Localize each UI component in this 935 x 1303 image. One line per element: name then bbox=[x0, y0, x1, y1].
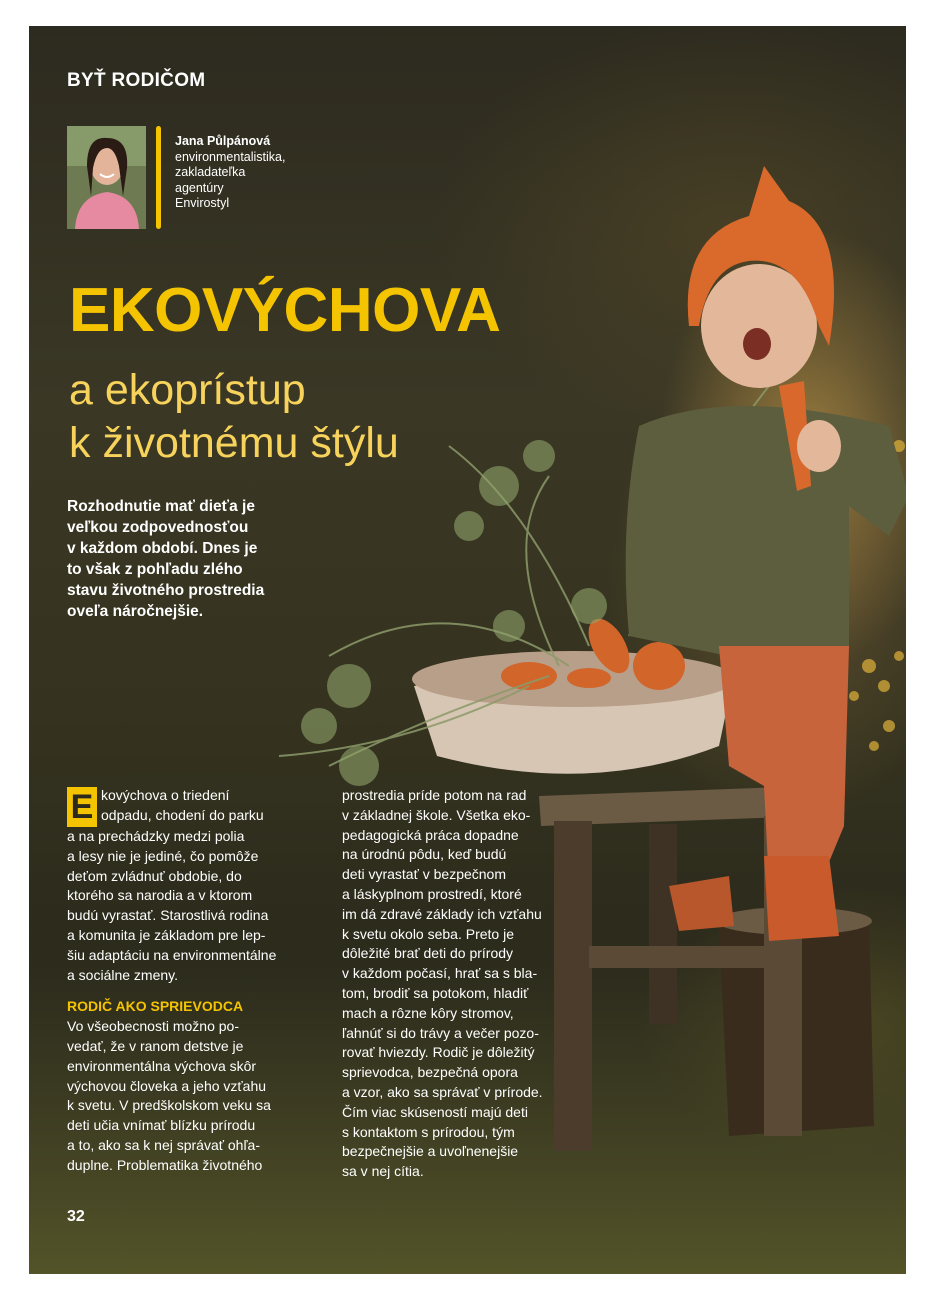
body-line: duplne. Problematika životného bbox=[67, 1156, 263, 1173]
author-photo bbox=[67, 126, 146, 229]
body-line: kovýchova o triedení bbox=[101, 787, 230, 803]
body-line: budú vyrastať. Starostlivá rodina bbox=[67, 907, 269, 924]
body-line: deťom zvládnuť obdobie, do bbox=[67, 867, 242, 884]
body-line: rovať hviezdy. Rodič je dôležitý bbox=[342, 1044, 535, 1061]
body-line: Čím viac skúseností majú deti bbox=[342, 1103, 528, 1120]
body-line: ktorého sa narodia a v ktorom bbox=[67, 887, 253, 904]
author-accent-bar bbox=[156, 126, 161, 229]
page-number: 32 bbox=[67, 1208, 85, 1225]
body-line: a láskyplnom prostredí, ktoré bbox=[342, 885, 522, 902]
author-portrait-icon bbox=[67, 126, 146, 229]
body-line: Vo všeobecnosti možno po- bbox=[67, 1018, 239, 1035]
lead-line: stavu životného prostredia bbox=[67, 582, 265, 599]
body-column-2 bbox=[342, 786, 612, 1182]
body-line: tom, brodiť sa potokom, hladiť bbox=[342, 984, 529, 1001]
body-line: pedagogická práca dopadne bbox=[342, 826, 519, 843]
lead-line: v každom období. Dnes je bbox=[67, 540, 258, 557]
author-role-line: zakladateľka bbox=[175, 165, 246, 179]
body-line: im dá zdravé základy ich vzťahu bbox=[342, 905, 542, 922]
intro-paragraph-start bbox=[67, 786, 317, 826]
lead-line: to však z pohľadu zlého bbox=[67, 561, 243, 578]
body-line: k svetu okolo seba. Preto je bbox=[342, 925, 514, 942]
body-line: sprievodca, bezpečná opora bbox=[342, 1064, 518, 1081]
lead-line: Rozhodnutie mať dieťa je bbox=[67, 498, 255, 515]
body-column-1 bbox=[67, 786, 317, 1176]
section-subhead: RODIČ AKO SPRIEVODCA bbox=[67, 998, 244, 1015]
body-line: bezpečnejšie a uvoľnenejšie bbox=[342, 1143, 519, 1160]
author-role-line: environmentalistika, bbox=[175, 149, 286, 164]
body-line: environmentálna výchova skôr bbox=[67, 1057, 257, 1074]
section-label: BYŤ RODIČOM bbox=[67, 70, 206, 91]
body-line: a vzor, ako sa správať v prírode. bbox=[342, 1083, 543, 1100]
body-line: ľahnúť si do trávy a večer pozo- bbox=[342, 1024, 539, 1041]
body-line: šiu adaptáciu na environmentálne bbox=[67, 946, 277, 963]
author-role-line: Envirostyl bbox=[175, 196, 230, 210]
article-lead bbox=[67, 496, 317, 622]
author-byline bbox=[175, 134, 335, 212]
body-line: a na prechádzky medzi polia bbox=[67, 828, 245, 844]
body-line: výchovou človeka a jeho vzťahu bbox=[67, 1077, 267, 1094]
body-line: sa v nej cítia. bbox=[342, 1163, 424, 1180]
lead-line: veľkou zodpovednosťou bbox=[67, 519, 249, 536]
body-line: s kontaktom s prírodou, tým bbox=[342, 1123, 515, 1140]
magazine-page bbox=[29, 26, 906, 1274]
body-line: a lesy nie je jediné, čo pomôže bbox=[67, 847, 259, 864]
body-line: k svetu. V predškolskom veku sa bbox=[67, 1097, 271, 1114]
author-role-line: agentúry bbox=[175, 180, 224, 195]
body-line: mach a rôzne kôry stromov, bbox=[342, 1004, 514, 1021]
subtitle-line: k životnému štýlu bbox=[69, 419, 399, 467]
lead-line: oveľa náročnejšie. bbox=[67, 603, 204, 620]
body-line: a to, ako sa k nej správať ohľa- bbox=[67, 1136, 260, 1153]
author-name: Jana Půlpánová bbox=[175, 134, 271, 148]
body-line: na úrodnú pôdu, keď budú bbox=[342, 846, 507, 863]
article-title: EKOVÝCHOVA bbox=[69, 276, 501, 345]
body-line: prostredia príde potom na rad bbox=[342, 787, 527, 803]
body-line: deti vyrastať v bezpečnom bbox=[342, 866, 506, 883]
body-line: a sociálne zmeny. bbox=[67, 966, 179, 983]
article-subtitle bbox=[69, 364, 399, 470]
body-line: odpadu, chodení do parku bbox=[101, 806, 264, 823]
body-line: v každom počasí, hrať sa s bla- bbox=[342, 965, 538, 982]
body-line: dôležité brať deti do prírody bbox=[342, 945, 514, 962]
subtitle-line: a ekoprístup bbox=[69, 366, 306, 414]
body-line: a komunita je základom pre lep- bbox=[67, 926, 266, 943]
drop-cap: E bbox=[67, 787, 97, 827]
body-line: deti učia vnímať blízku prírodu bbox=[67, 1117, 256, 1134]
body-line: v základnej škole. Všetka eko- bbox=[342, 806, 531, 823]
body-line: vedať, že v ranom detstve je bbox=[67, 1037, 244, 1054]
